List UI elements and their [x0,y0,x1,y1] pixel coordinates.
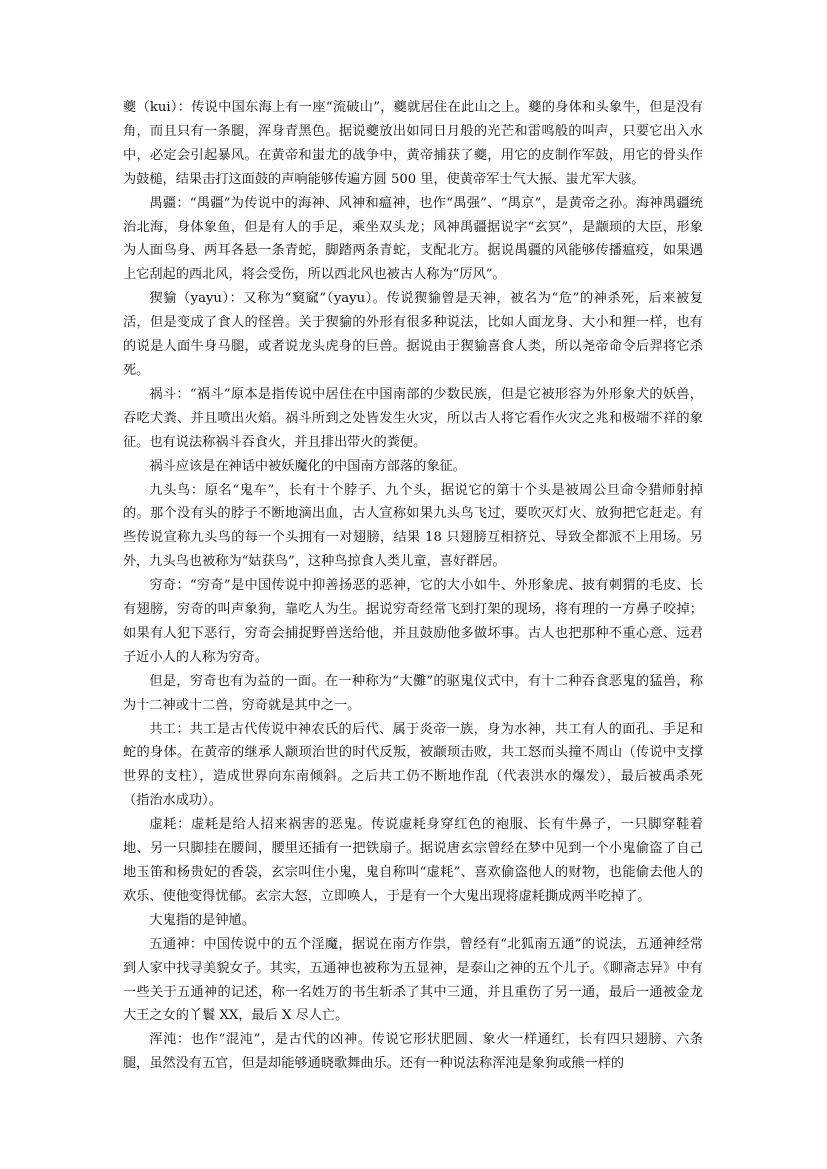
paragraph-huodou: 祸斗：“祸斗”原本是指传说中居住在中国南部的少数民族，但是它被形容为外形象犬的妖兽，吞吃犬粪、并且喷出火焰。祸斗所到之处皆发生火灾，所以古人将它看作火灾之兆和极端不祥的象征。也有说法称祸斗吞食火，并且排出带火的粪便。 [123,386,703,450]
paragraph-qiongqi: 穷奇：“穷奇”是中国传说中抑善扬恶的恶神，它的大小如牛、外形象虎、披有刺猬的毛皮、长有翅膀，穷奇的叫声象狗，靠吃人为生。据说穷奇经常飞到打架的现场，将有理的一方鼻子咬掉；如果有人犯下恶行，穷奇会捕捉野兽送给他，并且鼓励他多做坏事。古人也把那种不重心意、远君子近小人的人称为穷奇。 [123,578,703,665]
paragraph-gonggong: 共工：共工是古代传说中神农氏的后代、属于炎帝一族，身为水神，共工有人的面孔、手足和蛇的身体。在黄帝的继承人颛顼治世的时代反叛，被颛顼击败，共工怒而头撞不周山（传说中支撑世界的支柱），造成世界向东南倾斜。之后共工仍不断地作乱（代表洪水的爆发），最后被禹杀死（指治水成功）。 [123,721,703,809]
paragraph-huodou-note: 祸斗应该是在神话中被妖魔化的中国南方部落的象征。 [149,458,466,474]
paragraph-hundun: 浑沌：也作“混沌”，是古代的凶神。传说它形状肥圆、象火一样通红，长有四只翅膀、六条腿，虽然没有五官，但是却能够通晓歌舞曲乐。还有一种说法称浑沌是象狗或熊一样的 [123,1032,703,1072]
paragraph-kui: 夔（kui）：传说中国东海上有一座“流破山”，夔就居住在此山之上。夔的身体和头象牛，但是没有角，而且只有一条腿，浑身青黑色。据说夔放出如同日月般的光芒和雷鸣般的叫声，只要它出入水中，必定会引起暴风。在黄帝和蚩尤的战争中，黄帝捕获了夔，用它的皮制作军鼓，用它的骨头作为鼓槌，结果击打这面鼓的声响能够传遍方圆 500 里，使黄帝军士气大振、蚩尤军大骇。 [123,100,703,187]
paragraph-xuhao-note: 大鬼指的是钟馗。 [149,912,255,928]
paragraph-jiutouniao: 九头鸟：原名“鬼车”，长有十个脖子、九个头，据说它的第十个头是被周公旦命令猎师射掉的。那个没有头的脖子不断地滴出血，古人宣称如果九头鸟飞过，要吹灭灯火、放狗把它赶走。有些传说宣称九头鸟的每一个头拥有一对翅膀，结果 18 只翅膀互相挤兑、导致全都派不上用场。另外，九头鸟也被称为“姑获鸟”，这种鸟掠食人类儿童，喜好群居。 [123,482,703,570]
paragraph-yayu: 猰貐（yayu）：又称为“窫窳”（yayu）。传说猰貐曾是天神，被名为“危”的神杀死，后来被复活，但是变成了食人的怪兽。关于猰貐的外形有很多种说法，比如人面龙身、大小和狸一样，也有的说是人面牛身马腿，或者说龙头虎身的巨兽。据说由于猰貐喜食人类，所以尧帝命令后羿将它杀死。 [123,291,703,378]
paragraph-qiongqi-note: 但是，穷奇也有为益的一面。在一种称为“大儺”的驱鬼仪式中，有十二种吞食恶鬼的猛兽，称为十二神或十二兽，穷奇就是其中之一。 [123,673,703,713]
document-page [123,96,703,1076]
paragraph-xuhao: 虚耗：虚耗是给人招来祸害的恶鬼。传说虚耗身穿红色的袍服、长有牛鼻子，一只脚穿鞋着地、另一只脚挂在腰间，腰里还插有一把铁扇子。据说唐玄宗曾经在梦中见到一个小鬼偷盗了自己地玉笛和杨贵妃的香袋，玄宗叫住小鬼，鬼自称叫“虚耗”、喜欢偷盗他人的财物，也能偷去他人的欢乐、使他变得忧郁。玄宗大怒，立即唤人，于是有一个大鬼出现将虚耗撕成两半吃掉了。 [123,817,703,904]
paragraph-yujiang: 禺疆：“禺疆”为传说中的海神、风神和瘟神，也作“禺强”、“禺京”，是黄帝之孙。海神禺疆统治北海，身体象鱼，但是有人的手足，乘坐双头龙；风神禺疆据说字“玄冥”，是颛顼的大臣，形象为人面鸟身、两耳各悬一条青蛇，脚踏两条青蛇，支配北方。据说禺疆的风能够传播瘟疫，如果遇上它刮起的西北风，将会受伤，所以西北风也被古人称为“厉风”。 [123,195,703,283]
paragraph-wutongshen: 五通神：中国传说中的五个淫魔，据说在南方作祟，曾经有“北狐南五通”的说法，五通神经常到人家中找寻美貌女子。其实，五通神也被称为五显神，是泰山之神的五个儿子。《聊斋志异》中有一些关于五通神的记述，称一名姓万的书生斩杀了其中三通，并且重伤了另一通，最后一通被金龙大王之女的丫鬟 XX，最后 X 尽人亡。 [123,936,703,1024]
